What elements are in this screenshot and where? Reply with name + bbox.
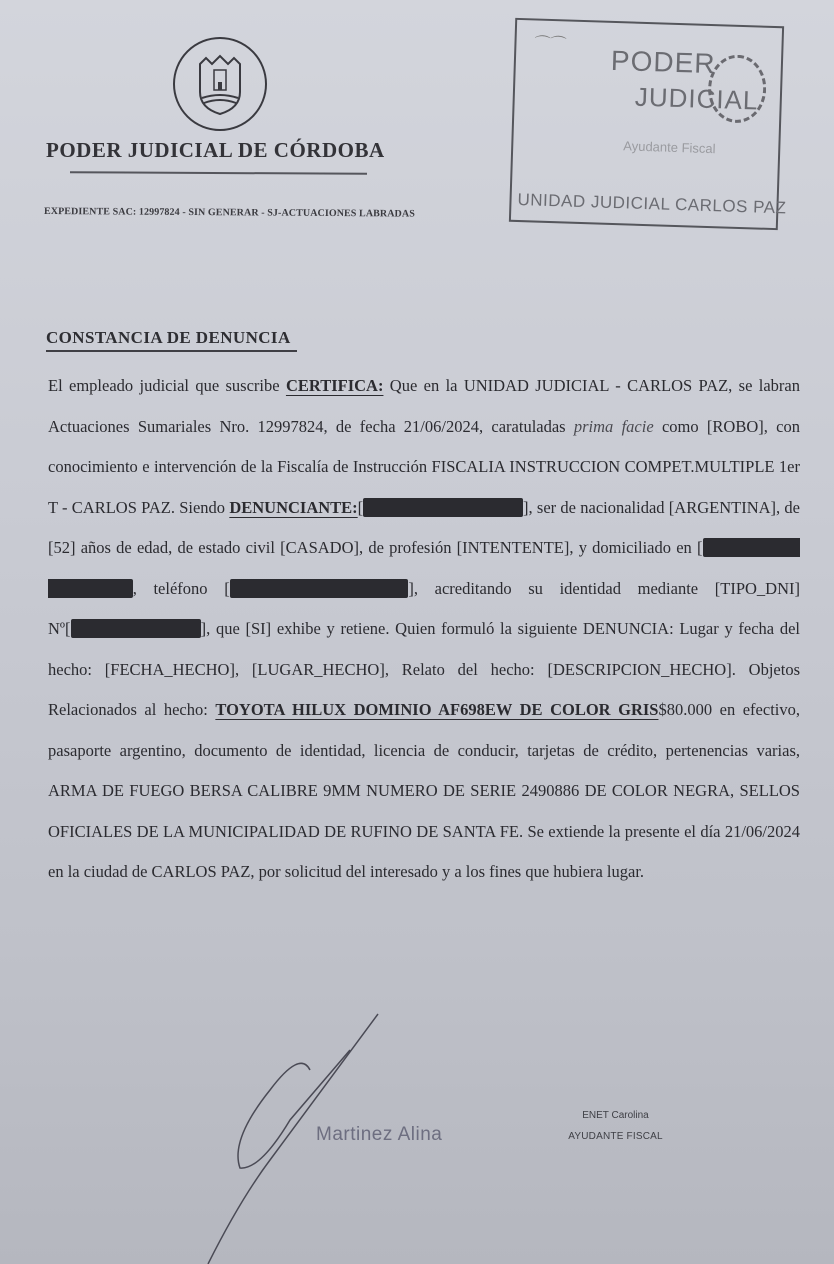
- signature-name-left: Martinez Alina: [316, 1124, 443, 1145]
- body-text: Que en la UNIDAD JUDICIAL - CARLOS PAZ, se labran Actuaciones Sumariales Nro. 12997824, de fecha 21/06/2024, caratuladas: [48, 376, 800, 436]
- body-text: $80.000 en efectivo, pasaporte argentino, documento de identidad, licencia de conducir, tarjetas de crédito, pertenencias varias, ARMA DE FUEGO BERSA CALIBRE 9MM NUMERO DE SERIE 2490886 DE COLOR NEGRA, SELLOS OFICIALES DE LA MUNICIPALIDAD DE RUFINO DE SANTA FE. Se extiende la presente el día 21/06/2024 en la ciudad de CARLOS PAZ, por solicitud del interesado y a los fines que hubiera lugar.: [48, 700, 800, 881]
- signatory-name: ENET Carolina: [582, 1110, 649, 1121]
- document-heading: CONSTANCIA DE DENUNCIA: [46, 328, 297, 352]
- org-title: PODER JUDICIAL DE CÓRDOBA: [46, 138, 385, 162]
- cordoba-coat-of-arms-icon: [173, 37, 267, 131]
- body-text: ], que [SI] exhibe y retiene. Quien formuló la siguiente DENUNCIA: Lugar y fecha del hecho: [FECHA_HECHO], [LUGAR_HECHO], Relato del hecho: [DESCRIPCION_HECHO]. Objetos Relacionados al hecho:: [48, 619, 800, 719]
- crest-shield-icon: [192, 52, 248, 116]
- redacted-name: [363, 498, 523, 517]
- expediente-line: EXPEDIENTE SAC: 12997824 - SIN GENERAR - SJ-ACTUACIONES LABRADAS: [43, 206, 415, 220]
- stamp-line-2: JUDICIAL: [634, 81, 759, 116]
- denunciante-label: DENUNCIANTE:: [229, 497, 358, 517]
- signatory-title: AYUDANTE FISCAL: [568, 1131, 663, 1142]
- official-stamp: [509, 18, 787, 230]
- signatory-block: [553, 1110, 678, 1142]
- stamp-faint-text: Ayudante Fiscal: [623, 138, 716, 157]
- prima-facie: prima facie: [573, 416, 654, 436]
- body-text: , teléfono [: [132, 578, 230, 598]
- stamp-seal-icon: [707, 54, 767, 124]
- body-text: [: [357, 497, 364, 517]
- title-divider: [70, 171, 367, 175]
- document-body: [48, 366, 800, 893]
- stamp-logo-icon: ⌒⌒: [534, 35, 567, 54]
- body-text: como [ROBO], con conocimiento e intervención de la Fiscalía de Instrucción FISCALIA INSTRUCCION COMPET.MULTIPLE 1er T - CARLOS PAZ. Siendo: [48, 416, 800, 517]
- body-text: ], acreditando su identidad mediante [TIPO_DNI] Nº[: [48, 578, 800, 638]
- body-text: ], ser de nacionalidad [ARGENTINA], de [52] años de edad, de estado civil [CASADO], de profesión [INTENTENTE], y domiciliado en [: [48, 497, 800, 557]
- certifica-label: CERTIFICA:: [285, 376, 384, 395]
- vehicle-label: TOYOTA HILUX DOMINIO AF698EW DE COLOR GRIS: [215, 700, 659, 719]
- stamp-line-1: PODER: [610, 44, 716, 80]
- stamp-unit: UNIDAD JUDICIAL CARLOS PAZ: [517, 189, 787, 218]
- redacted-phone: [230, 579, 409, 598]
- body-text: El empleado judicial que suscribe: [48, 376, 286, 395]
- redacted-id: [71, 619, 201, 638]
